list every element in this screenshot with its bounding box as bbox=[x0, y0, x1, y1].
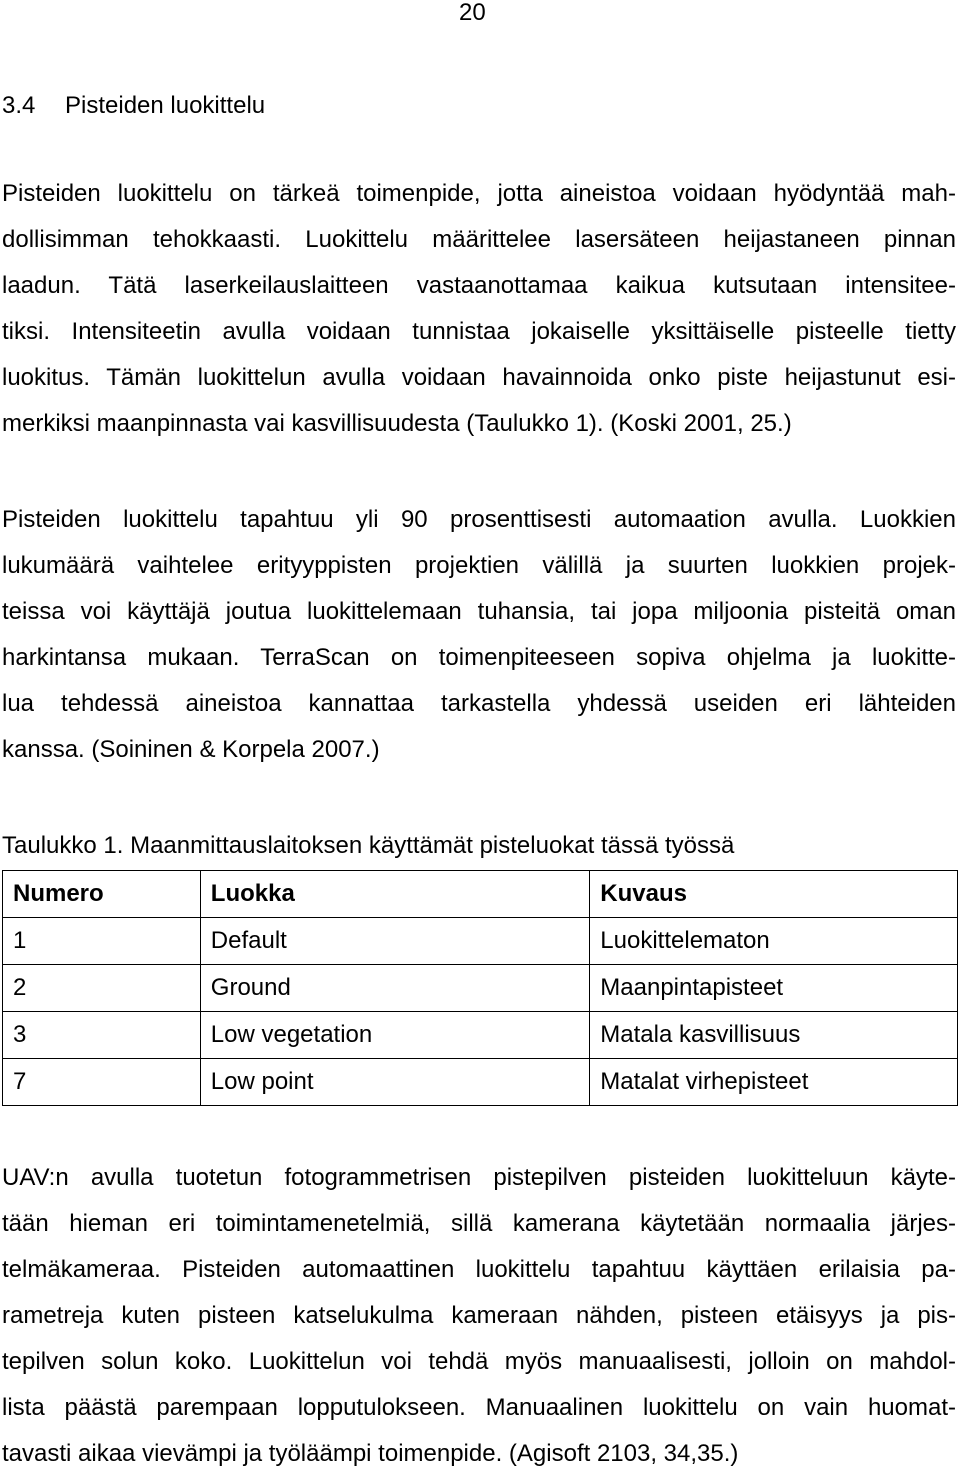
section-heading bbox=[2, 91, 265, 121]
paragraph-line: Pisteiden luokittelu tapahtuu yli 90 prosenttisesti automaation avulla. Luokkien bbox=[2, 506, 956, 533]
paragraph-line: lukumäärä vaihtelee erityyppisten projektien välillä ja suurten luokkien projek- bbox=[2, 552, 956, 579]
paragraph-line: tään hieman eri toimintamenetelmiä, sillä kameranа käytetään normaalia järjes- bbox=[2, 1210, 956, 1237]
cell-kuvaus: Matala kasvillisuus bbox=[590, 1012, 958, 1059]
table-caption: Taulukko 1. Maanmittauslaitoksen käyttämät pisteluokat tässä työssä bbox=[2, 832, 735, 859]
paragraph-line: Pisteiden luokittelu on tärkeä toimenpide, jotta aineistoa voidaan hyödyntää mah- bbox=[2, 180, 956, 207]
table-row bbox=[3, 918, 958, 965]
point-class-table bbox=[2, 870, 958, 1106]
cell-luokka: Low point bbox=[200, 1059, 590, 1106]
section-number: 3.4 bbox=[2, 92, 36, 119]
cell-numero: 2 bbox=[3, 965, 201, 1012]
table-row bbox=[3, 1059, 958, 1106]
paragraph-line: tiksi. Intensiteetin avulla voidaan tunnistaa jokaiselle yksittäiselle pisteelle tietty bbox=[2, 318, 956, 345]
column-header-kuvaus: Kuvaus bbox=[590, 871, 958, 918]
column-header-numero: Numero bbox=[3, 871, 201, 918]
cell-kuvaus: Luokittelematon bbox=[590, 918, 958, 965]
paragraph-line: telmäkameraa. Pisteiden automaattinen luokittelu tapahtuu käyttäen erilaisia pa- bbox=[2, 1256, 956, 1283]
cell-kuvaus: Matalat virhepisteet bbox=[590, 1059, 958, 1106]
paragraph-1 bbox=[2, 171, 956, 447]
paragraph-line: kanssa. (Soininen & Korpela 2007.) bbox=[2, 736, 380, 763]
cell-luokka: Ground bbox=[200, 965, 590, 1012]
paragraph-line: lista päästä parempaan lopputulokseen. Manuaalinen luokittelu on vain huomat- bbox=[2, 1394, 956, 1421]
table-header-row bbox=[3, 871, 958, 918]
paragraph-3 bbox=[2, 1155, 956, 1477]
table-row bbox=[3, 1012, 958, 1059]
paragraph-line: tavasti aikaa vievämpi ja työläämpi toimenpide. (Agisoft 2103, 34,35.) bbox=[2, 1440, 739, 1467]
cell-kuvaus: Maanpintapisteet bbox=[590, 965, 958, 1012]
paragraph-2 bbox=[2, 497, 956, 773]
paragraph-line: teissa voi käyttäjä joutua luokittelemaan tuhansia, tai jopa miljoonia pisteitä oman bbox=[2, 598, 956, 625]
paragraph-line: harkintansa mukaan. TerraScan on toimenpiteeseen sopiva ohjelma ja luokitte- bbox=[2, 644, 956, 671]
paragraph-line: UAV:n avulla tuotetun fotogrammetrisen pistepilven pisteiden luokitteluun käyte- bbox=[2, 1164, 956, 1191]
paragraph-line: dollisimman tehokkaasti. Luokittelu määrittelee lasersäteen heijastaneen pinnan bbox=[2, 226, 956, 253]
cell-luokka: Default bbox=[200, 918, 590, 965]
cell-luokka: Low vegetation bbox=[200, 1012, 590, 1059]
table-row bbox=[3, 965, 958, 1012]
column-header-luokka: Luokka bbox=[200, 871, 590, 918]
paragraph-line: merkiksi maanpinnasta vai kasvillisuudesta (Taulukko 1). (Koski 2001, 25.) bbox=[2, 410, 792, 437]
paragraph-line: tepilven solun koko. Luokittelun voi tehdä myös manuaalisesti, jolloin on mahdol- bbox=[2, 1348, 956, 1375]
paragraph-line: rametreja kuten pisteen katselukulma kameraan nähden, pisteen etäisyys ja pis- bbox=[2, 1302, 956, 1329]
section-title: Pisteiden luokittelu bbox=[65, 92, 266, 119]
paragraph-line: lua tehdessä aineistoa kannattaa tarkastella yhdessä useiden eri lähteiden bbox=[2, 690, 956, 717]
paragraph-line: laadun. Tätä laserkeilauslaitteen vastaanottamaa kaikua kutsutaan intensitee- bbox=[2, 272, 956, 299]
paragraph-line: luokitus. Tämän luokittelun avulla voidaan havainnoida onko piste heijastunut esi- bbox=[2, 364, 956, 391]
cell-numero: 3 bbox=[3, 1012, 201, 1059]
page-number: 20 bbox=[459, 0, 486, 26]
cell-numero: 7 bbox=[3, 1059, 201, 1106]
cell-numero: 1 bbox=[3, 918, 201, 965]
